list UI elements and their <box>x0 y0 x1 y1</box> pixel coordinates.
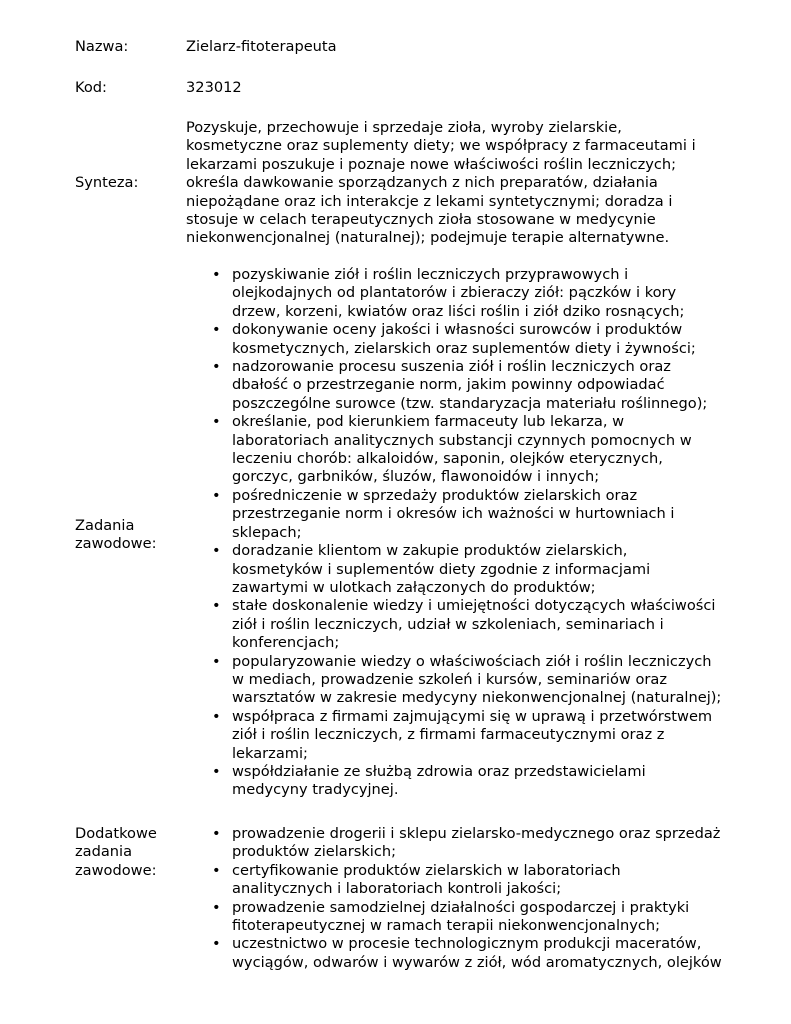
list-item-line: drzew, korzeni, kwiatów oraz liści roślin i ziół dziko rosnących; <box>232 302 685 320</box>
list-item-line: prowadzenie drogerii i sklepu zielarsko-medycznego oraz sprzedaż <box>232 825 721 842</box>
bullet: • <box>212 935 221 953</box>
additional-tasks-label <box>75 825 183 880</box>
additional-tasks-list <box>186 825 766 972</box>
list-item <box>186 899 766 936</box>
list-item-line: warsztatów w zakresie medycyny niekonwencjonalnej (naturalnej); <box>232 689 722 707</box>
list-item-line: analitycznych i laboratoriach kontroli jakości; <box>232 880 562 898</box>
list-item <box>186 935 766 972</box>
list-item-line: kosmetycznych, zielarskich oraz suplementów diety i żywności; <box>232 339 696 357</box>
code-value: 323012 <box>186 79 242 96</box>
list-item-line: produktów zielarskich; <box>232 843 397 861</box>
bullet: • <box>212 597 221 615</box>
synthesis-line: stosuje w celach terapeutycznych zioła stosowane w medycynie <box>186 211 656 229</box>
list-item-line: konferencjach; <box>232 634 340 652</box>
list-item-line: kosmetyków i suplementów diety zgodnie z informacjami <box>232 560 651 578</box>
synthesis-line: niekonwencjonalnej (naturalnej); podejmuje terapie alternatywne. <box>186 229 670 247</box>
bullet: • <box>212 413 221 431</box>
list-item <box>186 825 766 862</box>
tasks-label-line: zawodowe: <box>75 535 157 553</box>
list-item-line: gorczyc, garbników, śluzów, flawonoidów i innych; <box>232 468 600 486</box>
list-item-line: leczeniu chorób: alkaloidów, saponin, olejków eterycznych, <box>232 450 663 468</box>
bullet: • <box>212 861 221 879</box>
list-item-line: sklepach; <box>232 523 302 541</box>
list-item <box>186 653 766 708</box>
list-item-line: w mediach, prowadzenie szkoleń i kursów, seminariów oraz <box>232 670 668 688</box>
list-item-line: ziół i roślin leczniczych, z firmami farmaceutycznymi oraz z <box>232 726 665 744</box>
list-item <box>186 597 766 652</box>
list-item-line: uczestnictwo w procesie technologicznym produkcji maceratów, <box>232 935 702 953</box>
list-item-line: zawartymi w ulotkach załączonych do produktów; <box>232 578 596 596</box>
list-item-line: ziół i roślin leczniczych, udział w szkoleniach, seminariach i <box>232 615 664 633</box>
bullet: • <box>212 321 221 339</box>
bullet: • <box>212 266 221 283</box>
list-item-line: certyfikowanie produktów zielarskich w laboratoriach <box>232 861 621 879</box>
list-item-line: współdziałanie ze służbą zdrowia oraz przedstawicielami <box>232 762 646 780</box>
list-item <box>186 487 766 542</box>
bullet: • <box>212 898 221 916</box>
synthesis-line: lekarzami poszukuje i poznaje nowe właściwości roślin leczniczych; <box>186 155 677 173</box>
list-item-line: wyciągów, odwarów i wywarów z ziół, wód aromatycznych, olejków <box>232 953 722 971</box>
additional-label-line: zawodowe: <box>75 861 157 879</box>
bullet: • <box>212 762 221 780</box>
list-item <box>186 321 766 358</box>
list-item <box>186 763 766 800</box>
bullet: • <box>212 825 221 842</box>
list-item-line: określanie, pod kierunkiem farmaceuty lub lekarza, w <box>232 413 625 431</box>
list-item-line: przestrzeganie norm i okresów ich ważności w hurtowniach i <box>232 505 675 523</box>
additional-label-line: Dodatkowe <box>75 825 157 842</box>
list-item-line: lekarzami; <box>232 744 308 762</box>
synthesis-text <box>186 119 766 248</box>
list-item-line: laboratoriach analitycznych substancji czynnych pomocnych w <box>232 431 692 449</box>
bullet: • <box>212 707 221 725</box>
code-label: Kod: <box>75 79 107 96</box>
list-item-line: pozyskiwanie ziół i roślin leczniczych przyprawowych i <box>232 266 629 283</box>
name-label: Nazwa: <box>75 38 129 55</box>
list-item <box>186 542 766 597</box>
list-item-line: fitoterapeutycznej w ramach terapii niekonwencjonalnych; <box>232 917 661 935</box>
list-item <box>186 413 766 487</box>
synthesis-line: kosmetyczne oraz suplementy diety; we współpracy z farmaceutami i <box>186 137 696 155</box>
list-item-line: prowadzenie samodzielnej działalności gospodarczej i praktyki <box>232 898 690 916</box>
list-item-line: stałe doskonalenie wiedzy i umiejętności dotyczących właściwości <box>232 597 716 615</box>
tasks-list <box>186 266 766 800</box>
tasks-label-line: Zadania <box>75 517 135 534</box>
synthesis-label: Synteza: <box>75 174 139 191</box>
list-item-line: współpraca z firmami zajmującymi się w uprawą i przetwórstwem <box>232 707 713 725</box>
list-item-line: popularyzowanie wiedzy o właściwościach ziół i roślin leczniczych <box>232 652 712 670</box>
bullet: • <box>212 486 221 504</box>
list-item-line: medycyny tradycyjnej. <box>232 781 399 799</box>
name-value: Zielarz-fitoterapeuta <box>186 38 337 55</box>
list-item <box>186 862 766 899</box>
list-item-line: olejkodajnych od plantatorów i zbieraczy ziół: pączków i kory <box>232 284 677 302</box>
list-item-line: pośredniczenie w sprzedaży produktów zielarskich oraz <box>232 486 638 504</box>
synthesis-line: określa dawkowanie sporządzanych z nich preparatów, działania <box>186 174 658 192</box>
bullet: • <box>212 652 221 670</box>
bullet: • <box>212 542 221 560</box>
list-item <box>186 708 766 763</box>
list-item-line: poszczególne surowce (tzw. standaryzacja materiału roślinnego); <box>232 394 708 412</box>
list-item-line: nadzorowanie procesu suszenia ziół i roślin leczniczych oraz <box>232 358 671 376</box>
list-item <box>186 266 766 321</box>
bullet: • <box>212 358 221 376</box>
list-item <box>186 358 766 413</box>
list-item-line: dbałość o przestrzeganie norm, jakim powinny odpowiadać <box>232 376 665 394</box>
synthesis-line: Pozyskuje, przechowuje i sprzedaje zioła, wyroby zielarskie, <box>186 119 622 136</box>
list-item-line: doradzanie klientom w zakupie produktów zielarskich, <box>232 542 628 560</box>
list-item-line: dokonywanie oceny jakości i własności surowców i produktów <box>232 321 683 339</box>
tasks-label <box>75 517 183 554</box>
additional-label-line: zadania <box>75 843 133 861</box>
synthesis-line: niepożądane oraz ich interakcje z lekami syntetycznymi; doradza i <box>186 192 673 210</box>
